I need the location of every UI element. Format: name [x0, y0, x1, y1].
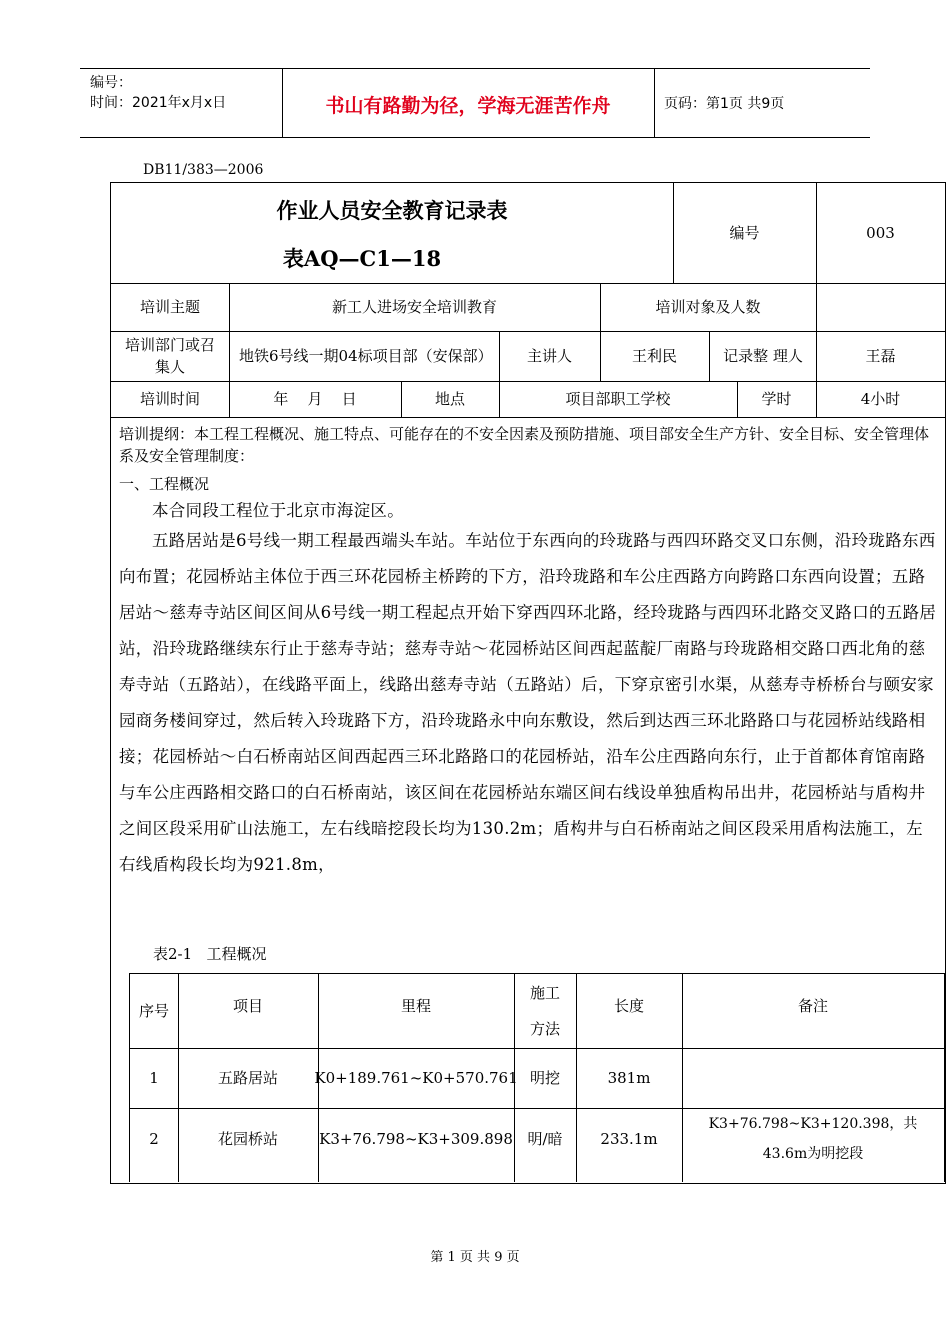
form-number-label: 编号 [729, 224, 760, 242]
hours-label: 学时 [761, 390, 792, 408]
header-date: 时间：2021年x月x日 [90, 95, 227, 111]
time-label: 培训时间 [139, 390, 200, 408]
table-cell: 2 [149, 1130, 159, 1148]
table-cell: 1 [149, 1069, 159, 1087]
form-number-value: 003 [866, 224, 895, 242]
form-subtitle: 表AQ—C1—18 [282, 246, 442, 271]
dept-value: 地铁6号线一期04标项目部（安保部） [239, 347, 493, 365]
place-label: 地点 [434, 390, 465, 408]
table-header-cell: 项目 [232, 997, 263, 1015]
header-divider [654, 69, 655, 137]
table-cell [682, 1048, 944, 1108]
table-header-cell: 备注 [797, 997, 828, 1015]
header-number-label: 编号： [90, 75, 132, 91]
project-overview-table [129, 973, 945, 1182]
table-cell: 花园桥站 [217, 1130, 278, 1148]
audience-value [816, 283, 945, 331]
hours-value: 4小时 [860, 390, 901, 408]
dept-label: 培训部门或召集人 [124, 336, 215, 376]
table-cell: 明/暗 [527, 1130, 563, 1148]
table-cell: K3+76.798~K3+120.398，共43.6m为明挖段 [708, 1116, 918, 1162]
header-page-info: 页码：第1页 共9页 [664, 96, 785, 112]
recorder-value: 王磊 [865, 347, 896, 365]
paragraph-overview: 五路居站是6号线一期工程最西端头车站。车站位于东西向的玲珑路与西四环路交叉口东侧，沿玲珑路东西向布置；花园桥站主体位于西三环花园桥主桥跨的下方，沿玲珑路和车公庄西路方向跨路口东西向设置；五路居站～慈寿寺站区间区间从6号线一期工程起点开始下穿西四环北路，经玲珑路与西四环北路交叉路口的五路居站，沿玲珑路继续东行止于慈寿寺站；慈寿寺站～花园桥站区间西起蓝靛厂南路与玲珑路相交路口西北角的慈寿寺站（五路站），在线路平面上，线路出慈寿寺站（五路站）后，下穿京密引水渠，从慈寿寺桥桥台与颐安家园商务楼间穿过，然后转入玲珑路下方，沿玲珑路永中向东敷设，然后到达西三环北路路口与花园桥站线路相接；花园桥站～白石桥南站区间西起西三环北路路口的花园桥站，沿车公庄西路向东行，止于首都体育馆南路与车公庄西路相交路口的白石桥南站，该区间在花园桥站东端区间右线设单独盾构吊出井，花园桥站与盾构井之间区段采用矿山法施工，左右线暗挖段长均为130.2m；盾构井与白石桥南站之间区段采用盾构法施工，左右线盾构段长均为921.8m， [119, 531, 937, 874]
header-meta [90, 73, 226, 113]
table-caption: 表2-1 工程概况 [153, 945, 267, 963]
page-footer: 第 1 页 共 9 页 [430, 1250, 520, 1265]
place-value: 项目部职工学校 [565, 390, 671, 408]
recorder-label: 记录整 理人 [723, 347, 803, 365]
table-cell: 233.1m [600, 1130, 658, 1148]
safety-education-form [110, 182, 946, 1184]
audience-label: 培训对象及人数 [655, 298, 761, 316]
form-title: 作业人员安全教育记录表 [276, 198, 508, 223]
table-header-cell: 序号 [138, 1002, 169, 1020]
topic-value: 新工人进场安全培训教育 [331, 298, 497, 316]
speaker-label: 主讲人 [526, 347, 572, 365]
topic-label: 培训主题 [139, 298, 200, 316]
speaker-value: 王利民 [631, 347, 677, 365]
standard-code: DB11/383—2006 [143, 162, 264, 178]
section-heading: 一、工程概况 [119, 475, 210, 493]
paragraph-location: 本合同段工程位于北京市海淀区。 [152, 501, 404, 520]
table-cell: 五路居站 [217, 1069, 278, 1087]
table-header-cell: 施工方法 [529, 984, 560, 1038]
table-cell: K0+189.761~K0+570.761 [314, 1069, 518, 1087]
document-header [80, 68, 870, 138]
time-value: 年 月 日 [273, 390, 357, 408]
table-header-cell: 长度 [613, 997, 644, 1015]
training-syllabus: 培训提纲：本工程工程概况、施工特点、可能存在的不安全因素及预防措施、项目部安全生产方针、安全目标、安全管理体系及安全管理制度： [119, 425, 930, 465]
table-cell: 明挖 [529, 1069, 560, 1087]
table-header-cell: 里程 [400, 997, 431, 1015]
table-cell: 381m [607, 1069, 651, 1087]
header-motto: 书山有路勤为径，学海无涯苦作舟 [325, 95, 611, 117]
table-cell: K3+76.798~K3+309.898 [319, 1130, 513, 1148]
